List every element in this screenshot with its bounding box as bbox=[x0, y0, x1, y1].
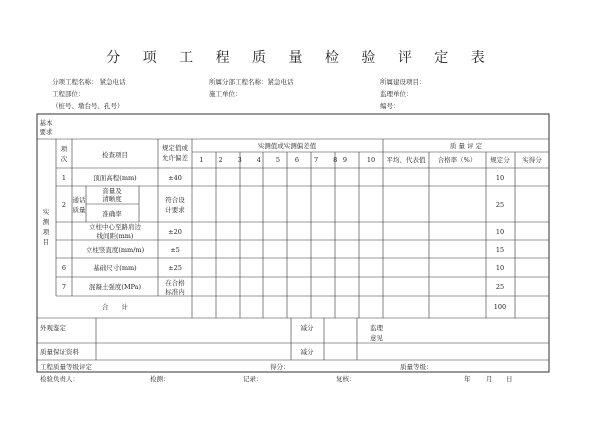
score-label: 得分： bbox=[270, 363, 290, 371]
total-label: 合 计 bbox=[102, 303, 128, 311]
row3-item-1: 立柱中心至路肩边 bbox=[89, 223, 141, 231]
side-label-3: 项 bbox=[42, 228, 50, 236]
measure-point-5: 5 bbox=[275, 156, 280, 164]
grade-label: 工程质量等级评定 bbox=[40, 363, 92, 371]
supervision-opinion-2: 意见 bbox=[370, 334, 383, 342]
col-avg: 平均、代表值 bbox=[386, 156, 426, 164]
row3-score: 10 bbox=[495, 228, 505, 236]
grade-result: 质量等级： bbox=[400, 363, 433, 371]
col-measured: 实测值或实测偏差值 bbox=[257, 142, 317, 150]
side-label-2: 测 bbox=[42, 218, 50, 226]
row3-spec: ±20 bbox=[168, 228, 182, 236]
row2-item-b1-1: 音量及 bbox=[102, 187, 122, 195]
date-month: 月 bbox=[486, 375, 493, 383]
stake-note: （桩号、墩台号、孔号） bbox=[52, 102, 124, 110]
row1-spec: ±40 bbox=[168, 174, 182, 182]
col-quality: 质 量 评 定 bbox=[449, 142, 483, 150]
col-pass-rate: 合格率（%） bbox=[437, 156, 477, 164]
qa-docs-label: 质量保证资料 bbox=[40, 348, 79, 356]
row2-item-a-1: 通话 bbox=[72, 196, 86, 204]
recorder: 记录： bbox=[243, 375, 263, 383]
parent-construction-project: 所属建设项目： bbox=[380, 78, 426, 86]
row6-no: 6 bbox=[61, 264, 67, 272]
subproject-name: 分项工程名称： 紧急电话 bbox=[52, 78, 126, 86]
tester: 检测： bbox=[150, 375, 170, 383]
row2-item-b1-2: 清晰度 bbox=[102, 195, 122, 203]
row3-item-2: 线间距(mm) bbox=[96, 232, 134, 240]
col-score-std: 规定分 bbox=[490, 156, 510, 164]
row7-spec-2: 标准内 bbox=[165, 288, 185, 296]
row7-spec-1: 在合格 bbox=[165, 279, 185, 287]
measure-point-4: 4 bbox=[256, 156, 261, 164]
deduct-label-2: 减分 bbox=[300, 348, 314, 356]
supervision-unit: 监理单位： bbox=[380, 90, 413, 98]
col-item: 检查项目 bbox=[102, 151, 128, 159]
row4-spec: ±5 bbox=[170, 246, 180, 254]
date-day: 日 bbox=[506, 375, 513, 383]
col-spec-1: 规定值或 bbox=[162, 144, 188, 152]
col-item-no-2: 次 bbox=[60, 155, 68, 163]
row2-no: 2 bbox=[61, 201, 67, 209]
appearance-label: 外观鉴定 bbox=[40, 324, 66, 332]
row2-spec-2: 计要求 bbox=[165, 206, 185, 214]
row7-item: 混凝土强度(MPa) bbox=[88, 283, 142, 291]
measure-point-3: 3 bbox=[237, 156, 242, 164]
row4-item: 立柱竖直度(mm/m) bbox=[85, 246, 145, 254]
col-score-actual: 实得分 bbox=[522, 156, 542, 164]
col-item-no-1: 项 bbox=[60, 145, 68, 153]
row6-item: 基础尺寸(mm) bbox=[93, 264, 137, 272]
construction-unit: 施工单位： bbox=[209, 90, 242, 98]
row1-item: 顶面高程(mm) bbox=[93, 174, 137, 182]
page-title: 分 项 工 程 质 量 检 验 评 定 表 bbox=[106, 50, 494, 66]
row1-score: 10 bbox=[495, 174, 505, 182]
construction-part: 工程部位： bbox=[52, 90, 85, 98]
inspector-lead: 检验负责人： bbox=[40, 375, 79, 383]
row7-no: 7 bbox=[61, 283, 67, 291]
basic-req-label-2: 要求 bbox=[39, 128, 53, 136]
row2-score: 25 bbox=[495, 201, 505, 209]
basic-req-label-1: 基本 bbox=[39, 119, 53, 127]
measure-point-6: 6 bbox=[294, 156, 300, 164]
row4-score: 15 bbox=[495, 246, 505, 254]
side-label-4: 目 bbox=[42, 238, 50, 246]
row6-spec: ±25 bbox=[168, 264, 182, 272]
supervision-opinion-1: 监理 bbox=[370, 324, 383, 332]
measure-point-10: 10 bbox=[366, 156, 376, 164]
row2-item-b2: 准确率 bbox=[102, 210, 122, 218]
deduct-label-1: 减分 bbox=[300, 324, 314, 332]
serial-no: 编号： bbox=[380, 102, 400, 110]
measure-point-9: 9 bbox=[342, 156, 348, 164]
row1-no: 1 bbox=[61, 174, 67, 182]
row2-item-a-2: 质量 bbox=[72, 206, 86, 214]
measure-point-1: 1 bbox=[199, 156, 204, 164]
parent-project-name: 所属分部工程名称：紧急电话 bbox=[209, 78, 294, 86]
col-spec-2: 允许偏差 bbox=[162, 154, 188, 162]
measure-point-8: 8 bbox=[333, 156, 338, 164]
date-year: 年 bbox=[464, 375, 471, 383]
row7-score: 25 bbox=[495, 283, 505, 291]
row2-spec-1: 符合设 bbox=[165, 196, 185, 204]
side-label-1: 实 bbox=[42, 208, 50, 216]
measure-point-7: 7 bbox=[314, 156, 319, 164]
row6-score: 10 bbox=[495, 264, 505, 272]
measure-point-2: 2 bbox=[218, 156, 223, 164]
reviewer: 复核： bbox=[336, 375, 356, 383]
total-score: 100 bbox=[493, 303, 507, 311]
